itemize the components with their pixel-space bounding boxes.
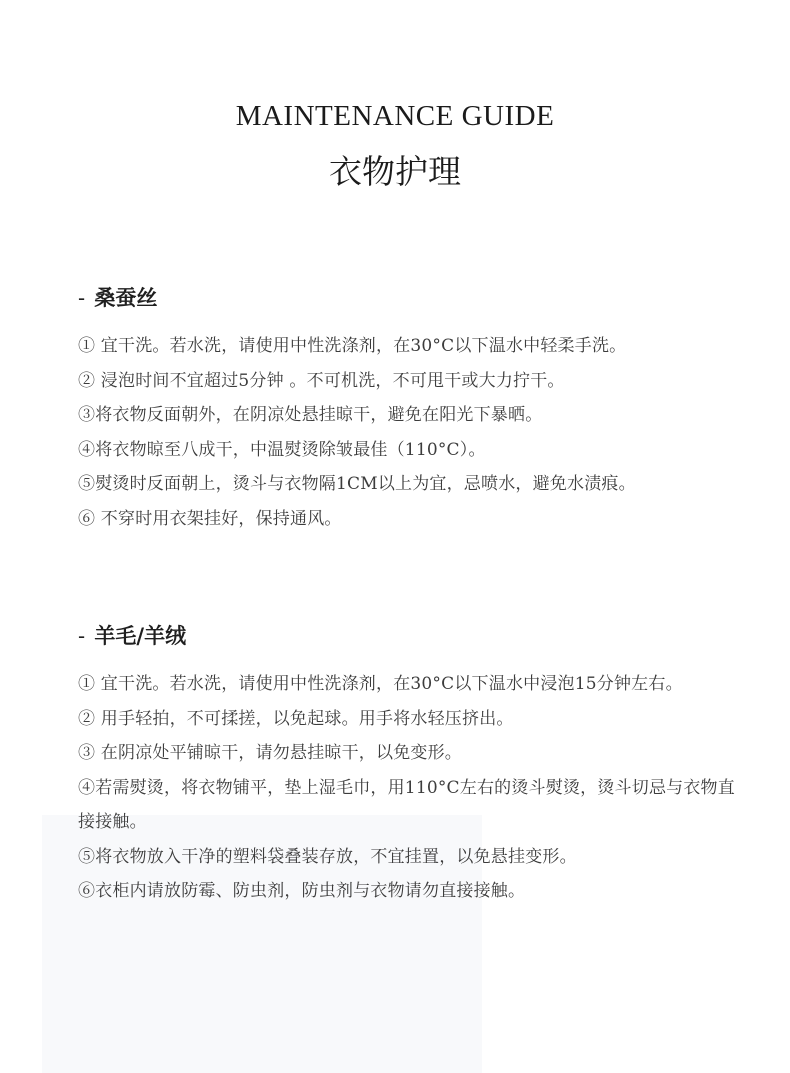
- care-instruction-item: ① 宜干洗。若水洗，请使用中性洗涤剂，在30°C以下温水中轻柔手洗。: [78, 336, 627, 356]
- care-instruction-item: ⑤熨烫时反面朝上，烫斗与衣物隔1CM以上为宜，忌喷水，避免水渍痕。: [78, 474, 636, 494]
- care-instruction-item: ③ 在阴凉处平铺晾干，请勿悬挂晾干，以免变形。: [78, 743, 463, 763]
- page-title-chinese: 衣物护理: [329, 152, 461, 191]
- care-instruction-item: ② 用手轻拍，不可揉搓，以免起球。用手将水轻压挤出。: [78, 708, 514, 729]
- page-header: [0, 96, 790, 194]
- section-title-dash: -: [78, 286, 86, 310]
- care-instruction-item: ⑥衣柜内请放防霉、防虫剂，防虫剂与衣物请勿直接接触。: [78, 881, 526, 901]
- section-title: [78, 283, 738, 313]
- section-title-dash: -: [78, 624, 86, 648]
- care-instruction-item: ⑥ 不穿时用衣架挂好，保持通风。: [78, 508, 342, 529]
- section-title: [78, 621, 738, 651]
- care-instructions-list: [78, 667, 738, 909]
- care-instructions-list: [78, 329, 738, 536]
- care-instruction-item: ③将衣物反面朝外，在阴凉处悬挂晾干，避免在阳光下暴晒。: [78, 405, 543, 425]
- page-title-english: MAINTENANCE GUIDE: [235, 100, 555, 132]
- section-silk: [78, 283, 738, 536]
- section-title-text: 桑蚕丝: [94, 285, 158, 310]
- care-instruction-item: ④将衣物晾至八成干，中温熨烫除皱最佳（110°C）。: [78, 439, 486, 460]
- care-instruction-item: ② 浸泡时间不宜超过5分钟 。不可机洗，不可甩干或大力拧干。: [78, 370, 565, 391]
- section-title-text: 羊毛/羊绒: [94, 623, 187, 648]
- care-instruction-item: ① 宜干洗。若水洗，请使用中性洗涤剂，在30°C以下温水中浸泡15分钟左右。: [78, 674, 683, 694]
- section-wool-cashmere: [78, 621, 738, 909]
- care-instruction-item: ⑤将衣物放入干净的塑料袋叠装存放，不宜挂置，以免悬挂变形。: [78, 846, 577, 867]
- care-instruction-item: ④若需熨烫，将衣物铺平，垫上湿毛巾，用110°C左右的烫斗熨烫，烫斗切忌与衣物直接接触。: [78, 777, 735, 832]
